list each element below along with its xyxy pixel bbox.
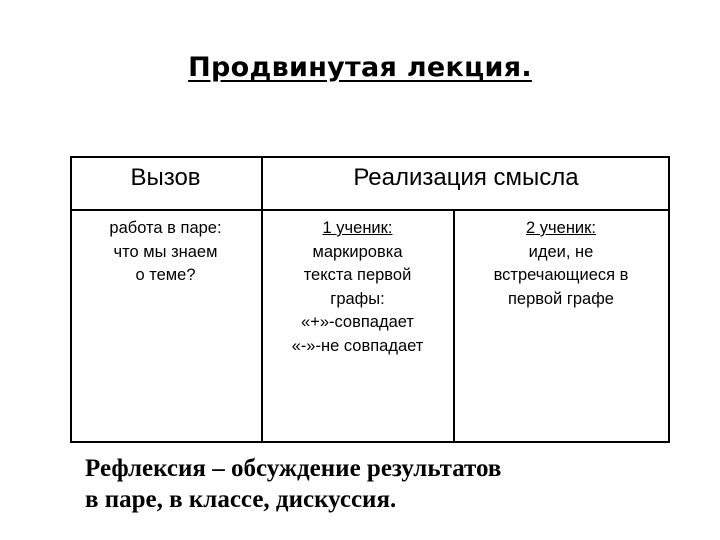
cell-line: первой графе — [508, 289, 614, 308]
cell-student-1 — [262, 217, 453, 358]
table-border-bottom — [70, 441, 670, 443]
cell-line: работа в паре: — [109, 219, 222, 237]
table-border-left — [70, 156, 72, 443]
cell-line: маркировка — [312, 242, 403, 261]
cell-line-student-2-heading: 2 ученик: — [526, 219, 596, 237]
reflection-line: Рефлексия – обсуждение результатов — [85, 455, 502, 482]
cell-line: текста первой — [303, 266, 412, 284]
table-border-right — [668, 156, 670, 443]
header-challenge: Вызов — [130, 164, 201, 191]
cell-line: что мы знаем — [113, 242, 218, 261]
cell-line: «+»-совпадает — [301, 313, 414, 331]
reflection-text — [85, 453, 645, 515]
cell-line: графы: — [330, 289, 385, 308]
cell-line: о теме? — [135, 266, 196, 284]
table-header-divider — [70, 209, 670, 211]
reflection-line: в паре, в классе, дискуссия. — [85, 486, 397, 513]
slide-title-text: Продвинутая лекция. — [188, 52, 532, 83]
method-table — [70, 156, 670, 443]
table-border-top — [70, 156, 670, 158]
cell-line-student-1-heading: 1 ученик: — [322, 219, 393, 237]
header-meaning-realization: Реализация смысла — [353, 164, 579, 191]
cell-pair-work — [70, 217, 261, 288]
slide-title — [0, 52, 720, 83]
cell-line: идеи, не — [528, 242, 594, 261]
cell-line: «-»-не совпадает — [291, 336, 424, 355]
cell-student-2 — [454, 217, 668, 311]
cell-line: встречающиеся в — [493, 266, 629, 284]
